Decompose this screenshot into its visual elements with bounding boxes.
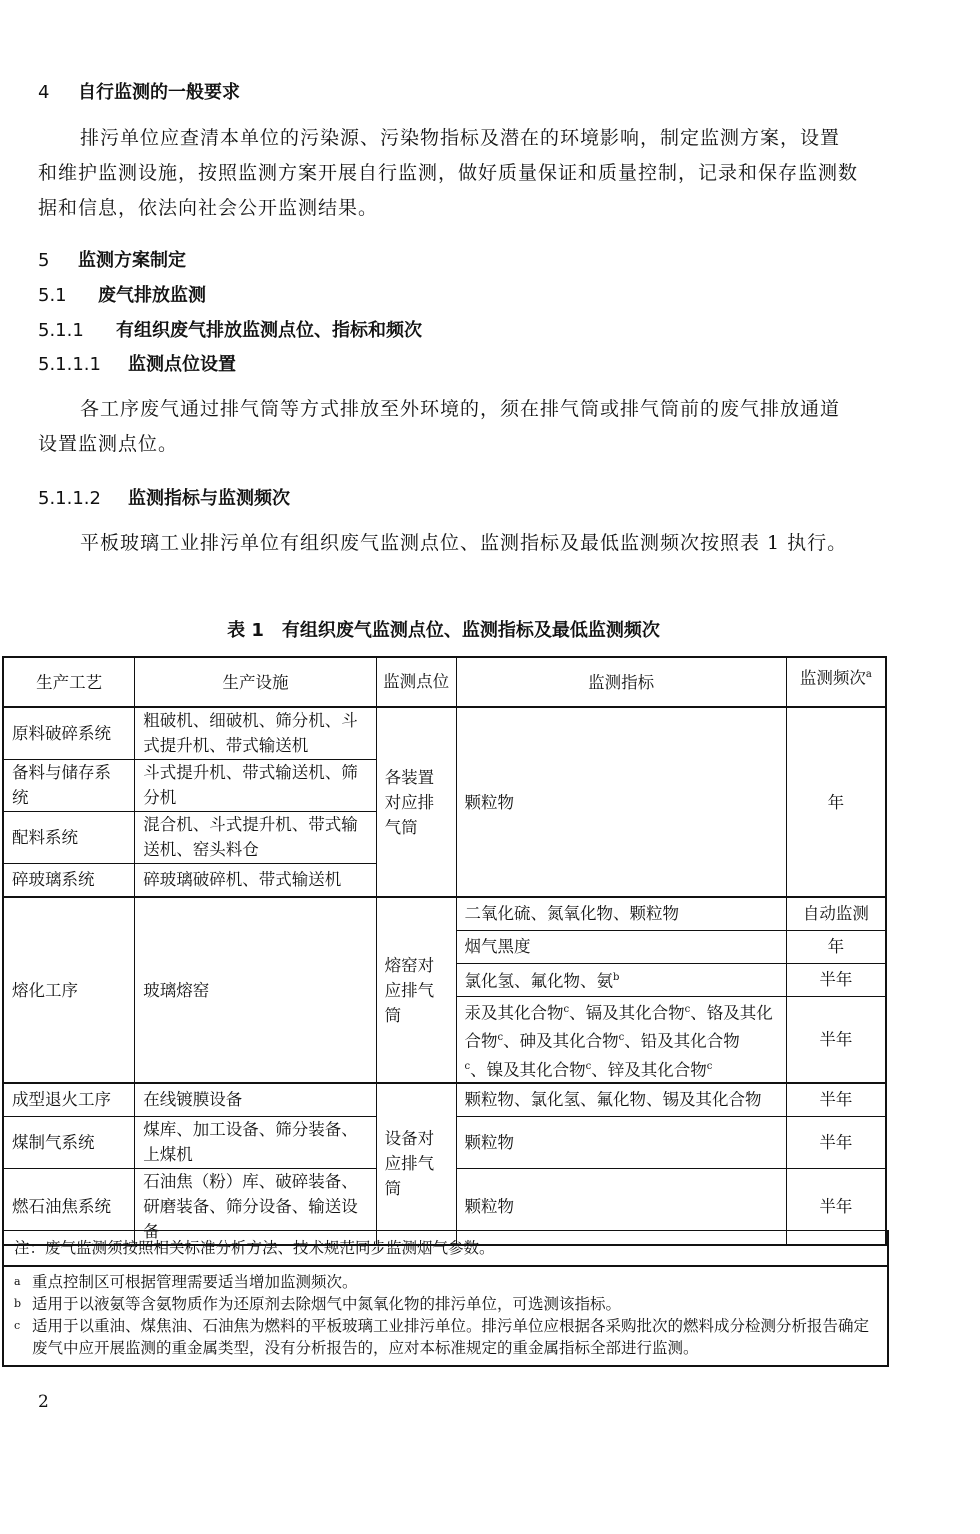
cell-indicator: 二氧化硫、氮氧化物、颗粒物 <box>456 897 786 930</box>
metal-item: 锌及其化合物 <box>607 1060 707 1079</box>
table-caption: 表 1 有组织废气监测点位、监测指标及最低监测频次 <box>227 620 660 641</box>
footnote-text: 适用于以重油、煤焦油、石油焦为燃料的平板玻璃工业排污单位。排污单位应根据各采购批次的燃料成分检测分析报告确定废气中应开展监测的重金属类型，没有分析报告的，应对本标准规定的重金属指标全部进行监测。 <box>32 1317 870 1357</box>
table-note: 注：废气监测须按照相关标准分析方法、技术规范同步监测烟气参数。 <box>4 1230 887 1265</box>
cell-facility: 斗式提升机、带式输送机、筛分机 <box>135 759 376 811</box>
cell-indicator: 颗粒物 <box>456 707 786 897</box>
cell-indicator <box>456 963 786 996</box>
header-process: 生产工艺 <box>3 657 135 707</box>
table-notes <box>2 1230 889 1367</box>
cell-frequency: 半年 <box>786 996 886 1083</box>
indicator-text: 氯化氢、氟化物、氨 <box>464 971 614 991</box>
footnote-mark: c <box>497 1032 504 1043</box>
heading-title: 监测指标与监测频次 <box>128 488 290 509</box>
footnote-mark: c <box>563 1003 570 1015</box>
cell-frequency: 半年 <box>786 1083 886 1116</box>
cell-facility: 碎玻璃破碎机、带式输送机 <box>135 863 376 897</box>
cell-facility: 煤库、加工设备、筛分装备、上煤机 <box>135 1116 376 1168</box>
footnote-mark: a <box>14 1275 21 1288</box>
heading-number: 5.1.1.2 <box>38 488 101 509</box>
footnote-text: 适用于以液氨等含氨物质作为还原剂去除烟气中氮氧化物的排污单位，可选测该指标。 <box>32 1295 622 1313</box>
header-facility: 生产设施 <box>135 657 376 707</box>
monitoring-table <box>2 656 887 1246</box>
cell-facility: 玻璃熔窑 <box>135 897 376 1083</box>
separator: 、 <box>591 1060 608 1079</box>
cell-indicator: 颗粒物 <box>456 1116 786 1168</box>
metal-item: 砷及其化合物 <box>519 1031 619 1051</box>
footnote-mark: a <box>865 669 872 680</box>
cell-frequency: 自动监测 <box>786 897 886 930</box>
heading-title: 监测点位设置 <box>128 354 236 375</box>
separator: 、 <box>470 1060 487 1079</box>
heading-5-1-1 <box>38 316 422 342</box>
separator: 、 <box>569 1003 586 1022</box>
heading-5-1 <box>38 281 206 307</box>
footnote <box>14 1271 877 1293</box>
header-frequency <box>786 657 886 707</box>
header-indicator: 监测指标 <box>456 657 786 707</box>
footnote-mark: c <box>585 1060 592 1072</box>
header-point: 监测点位 <box>376 657 456 707</box>
cell-frequency: 年 <box>786 930 886 963</box>
metal-item: 镍及其化合物 <box>486 1060 586 1079</box>
footnote-mark: c <box>706 1060 713 1072</box>
cell-frequency: 半年 <box>786 1168 886 1245</box>
cell-process: 煤制气系统 <box>3 1116 135 1168</box>
heading-number: 4 <box>38 82 50 103</box>
cell-process: 燃石油焦系统 <box>3 1168 135 1245</box>
heading-4 <box>38 78 240 104</box>
heading-title: 监测方案制定 <box>78 250 186 271</box>
cell-process: 成型退火工序 <box>3 1083 135 1116</box>
cell-indicator: 颗粒物 <box>456 1168 786 1245</box>
cell-indicator: 颗粒物、氯化氢、氟化物、锡及其化合物 <box>456 1083 786 1116</box>
cell-facility: 石油焦（粉）库、破碎装备、研磨装备、筛分设备、输送设备 <box>135 1168 376 1245</box>
footnote-mark: b <box>613 972 620 984</box>
heading-title: 废气排放监测 <box>98 285 206 306</box>
paragraph-4: 排污单位应查清本单位的污染源、污染物指标及潜在的环境影响，制定监测方案，设置和维护监测设施，按照监测方案开展自行监测，做好质量保证和质量控制，记录和保存监测数据和信息，依法向社会公开监测结果。 <box>38 127 859 219</box>
table-row <box>3 707 886 759</box>
cell-indicator: 烟气黑度 <box>456 930 786 963</box>
footnote-mark: c <box>618 1032 625 1043</box>
paragraph-5-1-1-2: 平板玻璃工业排污单位有组织废气监测点位、监测指标及最低监测频次按照表 1 执行。 <box>80 532 848 554</box>
footnote-mark: c <box>464 1060 471 1072</box>
heading-number: 5 <box>38 250 50 271</box>
cell-process: 熔化工序 <box>3 897 135 1083</box>
cell-point: 设备对应排气筒 <box>376 1083 456 1245</box>
heading-5-1-1-2 <box>38 484 290 510</box>
metal-item: 铬及其化合物 <box>464 1003 773 1051</box>
footnote <box>14 1315 877 1359</box>
heading-title: 有组织废气排放监测点位、指标和频次 <box>116 320 422 341</box>
cell-frequency: 半年 <box>786 963 886 996</box>
cell-process: 配料系统 <box>3 811 135 863</box>
separator: 、 <box>503 1031 520 1051</box>
table-header-row <box>3 657 886 707</box>
cell-facility: 混合机、斗式提升机、带式输送机、窑头料仓 <box>135 811 376 863</box>
heading-number: 5.1.1.1 <box>38 354 101 375</box>
footnote-mark: c <box>14 1319 21 1332</box>
footnote-text: 重点控制区可根据管理需要适当增加监测频次。 <box>32 1273 358 1291</box>
cell-facility: 粗破机、细破机、筛分机、斗式提升机、带式输送机 <box>135 707 376 759</box>
metal-item: 铅及其化合物 <box>640 1031 740 1051</box>
cell-process: 备料与储存系统 <box>3 759 135 811</box>
metal-item: 镉及其化合物 <box>585 1003 685 1022</box>
cell-facility: 在线镀膜设备 <box>135 1083 376 1116</box>
cell-process: 原料破碎系统 <box>3 707 135 759</box>
cell-frequency: 年 <box>786 707 886 897</box>
page-number: 2 <box>38 1392 49 1412</box>
separator: 、 <box>624 1031 641 1051</box>
heading-number: 5.1 <box>38 285 67 306</box>
metal-item: 汞及其化合物 <box>464 1003 564 1022</box>
footnote-mark: b <box>14 1297 22 1310</box>
header-frequency-label: 监测频次 <box>799 668 866 688</box>
heading-5 <box>38 246 186 272</box>
cell-frequency: 半年 <box>786 1116 886 1168</box>
cell-indicator-heavy-metals <box>456 996 786 1083</box>
footnote-mark: c <box>684 1003 691 1015</box>
heading-title: 自行监测的一般要求 <box>78 82 240 103</box>
paragraph-5-1-1-1: 各工序废气通过排气筒等方式排放至外环境的，须在排气筒或排气筒前的废气排放通道设置监测点位。 <box>38 398 841 455</box>
table-row <box>3 897 886 930</box>
cell-point: 熔窑对应排气筒 <box>376 897 456 1083</box>
footnote <box>14 1293 877 1315</box>
heading-5-1-1-1 <box>38 350 236 376</box>
separator: 、 <box>690 1003 707 1022</box>
footnotes <box>4 1265 887 1365</box>
cell-process: 碎玻璃系统 <box>3 863 135 897</box>
table-row <box>3 1083 886 1116</box>
cell-point: 各装置对应排气筒 <box>376 707 456 897</box>
heading-number: 5.1.1 <box>38 320 84 341</box>
